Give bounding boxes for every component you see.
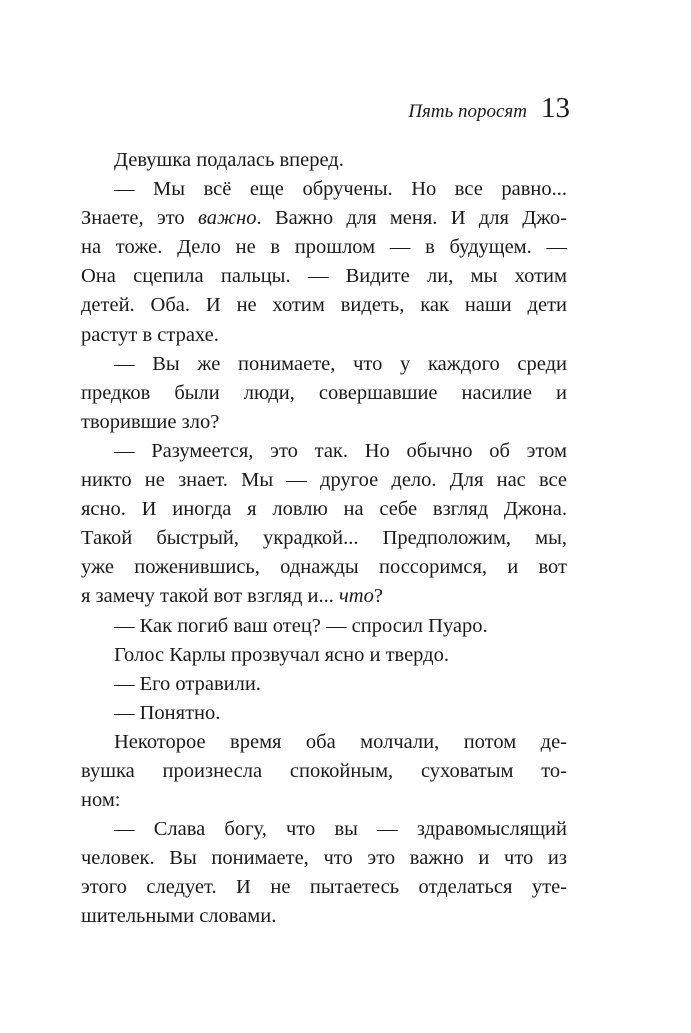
text-line: Она сцепила пальцы. — Видите ли, мы хотим: [81, 265, 567, 288]
text-line: Голос Карлы прозвучал ясно и твердо.: [114, 643, 449, 666]
text-line: я замечу такой вот взгляд и... что?: [81, 585, 383, 608]
text-line: Знаете, это важно. Важно для меня. И для Джо-: [81, 207, 567, 230]
emphasis: что: [339, 585, 374, 608]
text-line: Девушка подалась вперед.: [114, 149, 344, 171]
text-line: уже поженившись, однажды поссоримся, и вот: [81, 556, 567, 579]
text-line: шительными словами.: [81, 905, 277, 928]
text-line: ном:: [81, 789, 121, 812]
text-line: ясно. И иногда я ловлю на себе взгляд Джона.: [81, 498, 567, 521]
emphasis: важно: [198, 207, 257, 230]
text-line: растут в страхе.: [81, 323, 219, 346]
text-line: — Его отравили.: [114, 672, 261, 695]
page-number: 13: [541, 92, 570, 124]
text-line: вушка произнесла спокойным, суховатым то-: [81, 759, 567, 782]
text-line: никто не знает. Мы — другое дело. Для нас все: [81, 469, 567, 492]
body-text: [81, 146, 567, 932]
running-head: [408, 92, 570, 125]
text-line: человек. Вы понимаете, что это важно и что из: [81, 847, 567, 870]
book-title: Пять поросят: [408, 101, 527, 122]
text-line: Такой быстрый, украдкой... Предположим, мы,: [81, 527, 567, 550]
text-line: — Как погиб ваш отец? — спросил Пуаро.: [114, 614, 488, 637]
text-line: творившие зло?: [81, 410, 220, 433]
text-line: этого следует. И не пытаетесь отделаться уте-: [81, 876, 567, 899]
text-line: Некоторое время оба молчали, потом де-: [114, 730, 567, 753]
text-line: — Разумеется, это так. Но обычно об этом: [114, 439, 567, 462]
text-line: — Мы всё еще обручены. Но все равно...: [114, 178, 567, 201]
text-line: — Вы же понимаете, что у каждого среди: [114, 352, 567, 375]
text-line: предков были люди, совершавшие насилие и: [81, 381, 567, 404]
text-line: — Слава богу, что вы — здравомыслящий: [114, 818, 567, 841]
text-line: на тоже. Дело не в прошлом — в будущем. —: [81, 236, 567, 259]
text-line: — Понятно.: [114, 701, 221, 724]
text-line: детей. Оба. И не хотим видеть, как наши дети: [81, 294, 567, 317]
